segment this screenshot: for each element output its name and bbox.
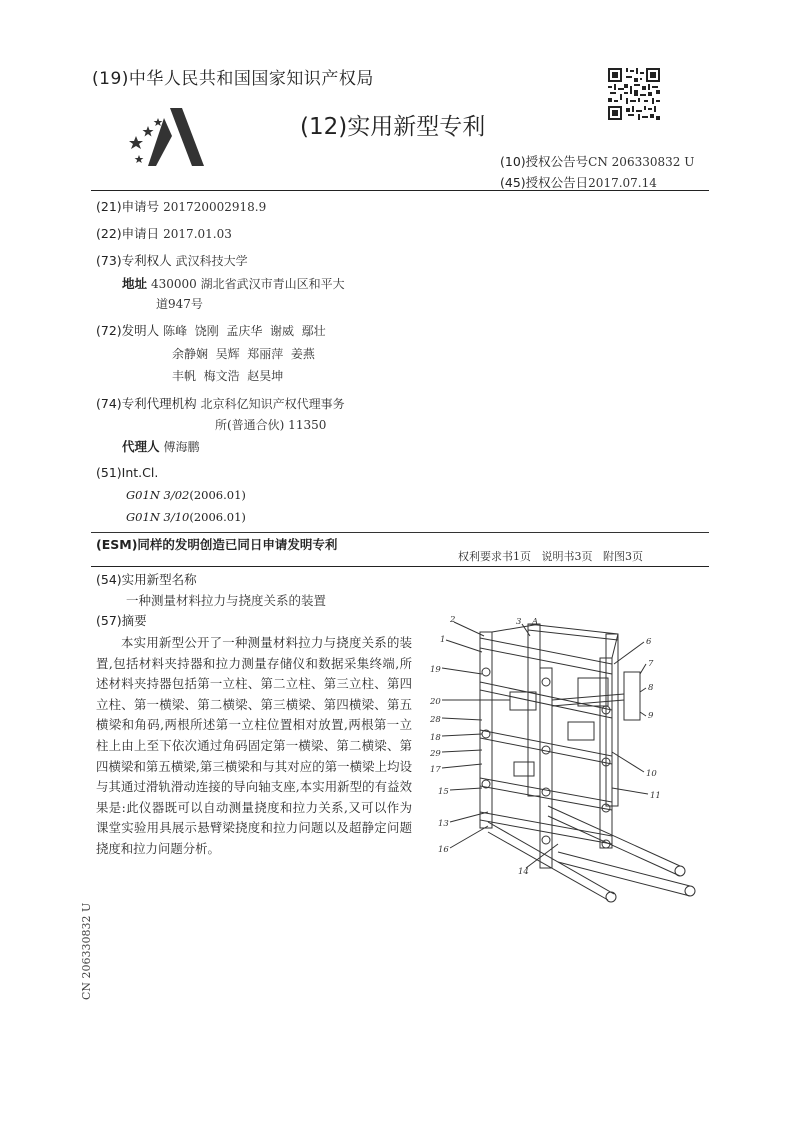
application-date-label: (22)申请日 bbox=[96, 226, 160, 241]
inventors-row bbox=[96, 321, 326, 341]
ipc-class-2-edition: (2006.01) bbox=[189, 510, 246, 524]
inventors-label: (72)发明人 bbox=[96, 323, 160, 338]
drawing-label: 28 bbox=[430, 715, 441, 725]
drawing-label: 3 bbox=[516, 617, 522, 627]
drawing-label: 14 bbox=[518, 867, 529, 877]
inventors-line-2: 余静娴 吴辉 郑丽萍 姜燕 bbox=[172, 347, 315, 361]
application-number-row bbox=[96, 197, 266, 217]
drawing-label: 13 bbox=[438, 819, 449, 829]
address-line-1: 430000 湖北省武汉市青山区和平大 bbox=[151, 277, 345, 291]
side-publication-code: CN 206330832 U bbox=[80, 902, 93, 1000]
agency-line-2: 所(普通合伙) 11350 bbox=[215, 418, 327, 432]
patentee-label: (73)专利权人 bbox=[96, 253, 172, 268]
address-line-2: 道947号 bbox=[156, 297, 203, 311]
abstract-label: (57)摘要 bbox=[96, 613, 147, 628]
page-counts: 权利要求书1页 说明书3页 附图3页 bbox=[458, 550, 643, 563]
inventors-line-1: 陈峰 饶刚 孟庆华 谢威 鄢壮 bbox=[163, 324, 326, 338]
drawing-label: 15 bbox=[438, 787, 449, 797]
title-label: (54)实用新型名称 bbox=[96, 572, 197, 587]
issuing-office: (19)中华人民共和国国家知识产权局 bbox=[92, 69, 374, 89]
agency-row bbox=[96, 394, 345, 414]
abstract-text: 本实用新型公开了一种测量材料拉力与挠度关系的装置,包括材料夹持器和拉力测量存储仪和数据采集终端,所述材料夹持器包括第一立柱、第二立柱、第三立柱、第四立柱、第一横梁、第二横梁、第三横梁、第四横梁、第五横梁和角码,两根所述第一立柱位置相对放置,两根第一立柱上由上至下依次通过角码固定第一横梁、第二横梁、第四横梁和第五横梁,第三横梁和与其对应的第一横梁上均设与其通过滑轨滑动连接的导向轴支座,本实用新型的有益效果是:此仪器既可以自动测量挠度和拉力关系,又可以作为课堂实验用具展示悬臂梁挠度和拉力问题以及超静定问题挠度和拉力问题分析。 bbox=[96, 635, 412, 856]
agent: 傅海鹏 bbox=[163, 440, 200, 454]
section-divider bbox=[91, 566, 709, 567]
application-date-row bbox=[96, 224, 232, 244]
agency-line-1: 北京科亿知识产权代理事务 bbox=[200, 397, 345, 411]
esm-divider bbox=[91, 532, 709, 533]
publication-number-label: (10)授权公告号 bbox=[500, 154, 589, 169]
address-row bbox=[122, 274, 345, 294]
qr-code-icon bbox=[608, 68, 660, 120]
publication-date-label: (45)授权公告日 bbox=[500, 175, 589, 190]
drawing-label: 10 bbox=[646, 769, 657, 779]
drawing-label: 17 bbox=[430, 765, 441, 775]
drawing-label: 9 bbox=[648, 711, 654, 721]
application-date: 2017.01.03 bbox=[163, 227, 232, 241]
ipc-class-1 bbox=[126, 488, 246, 502]
agent-row bbox=[122, 437, 200, 457]
publication-number-row bbox=[500, 152, 694, 170]
address-label: 地址 bbox=[122, 276, 148, 291]
ipc-label: (51)Int.Cl. bbox=[96, 465, 159, 480]
application-number-label: (21)申请号 bbox=[96, 199, 160, 214]
publication-date: 2017.07.14 bbox=[588, 176, 657, 190]
drawing-label: 7 bbox=[648, 659, 654, 669]
ipc-class-1-code: G01N 3/02 bbox=[126, 488, 190, 502]
drawing-label: 18 bbox=[430, 733, 441, 743]
patentee-row bbox=[96, 251, 248, 271]
document-type: (12)实用新型专利 bbox=[300, 114, 486, 140]
agent-label: 代理人 bbox=[122, 439, 160, 454]
inventors-line-3: 丰帆 梅文浩 赵昊坤 bbox=[172, 369, 284, 383]
application-number: 201720002918.9 bbox=[163, 200, 267, 214]
publication-number: CN 206330832 U bbox=[588, 155, 695, 169]
drawing-label: 2 bbox=[450, 615, 456, 625]
esm-notice: (ESM)同样的发明创造已同日申请发明专利 bbox=[96, 537, 338, 552]
ipc-class-1-edition: (2006.01) bbox=[189, 488, 246, 502]
agency-label: (74)专利代理机构 bbox=[96, 396, 197, 411]
drawing-label: 16 bbox=[438, 845, 449, 855]
utility-model-title: 一种测量材料拉力与挠度关系的装置 bbox=[126, 593, 327, 608]
device-drawing bbox=[428, 612, 710, 904]
drawing-label: A bbox=[532, 617, 539, 627]
drawing-label: 19 bbox=[430, 665, 441, 675]
ipc-class-2 bbox=[126, 510, 246, 524]
drawing-label: 11 bbox=[650, 791, 661, 801]
publication-date-row bbox=[500, 173, 657, 191]
cnipa-logo bbox=[126, 104, 204, 172]
ipc-class-2-code: G01N 3/10 bbox=[126, 510, 190, 524]
header-divider bbox=[91, 190, 709, 191]
drawing-label: 8 bbox=[648, 683, 654, 693]
drawing-label: 29 bbox=[430, 749, 441, 759]
drawing-label: 20 bbox=[430, 697, 441, 707]
drawing-label: 1 bbox=[440, 635, 446, 645]
patentee: 武汉科技大学 bbox=[175, 254, 248, 268]
drawing-label: 6 bbox=[646, 637, 652, 647]
